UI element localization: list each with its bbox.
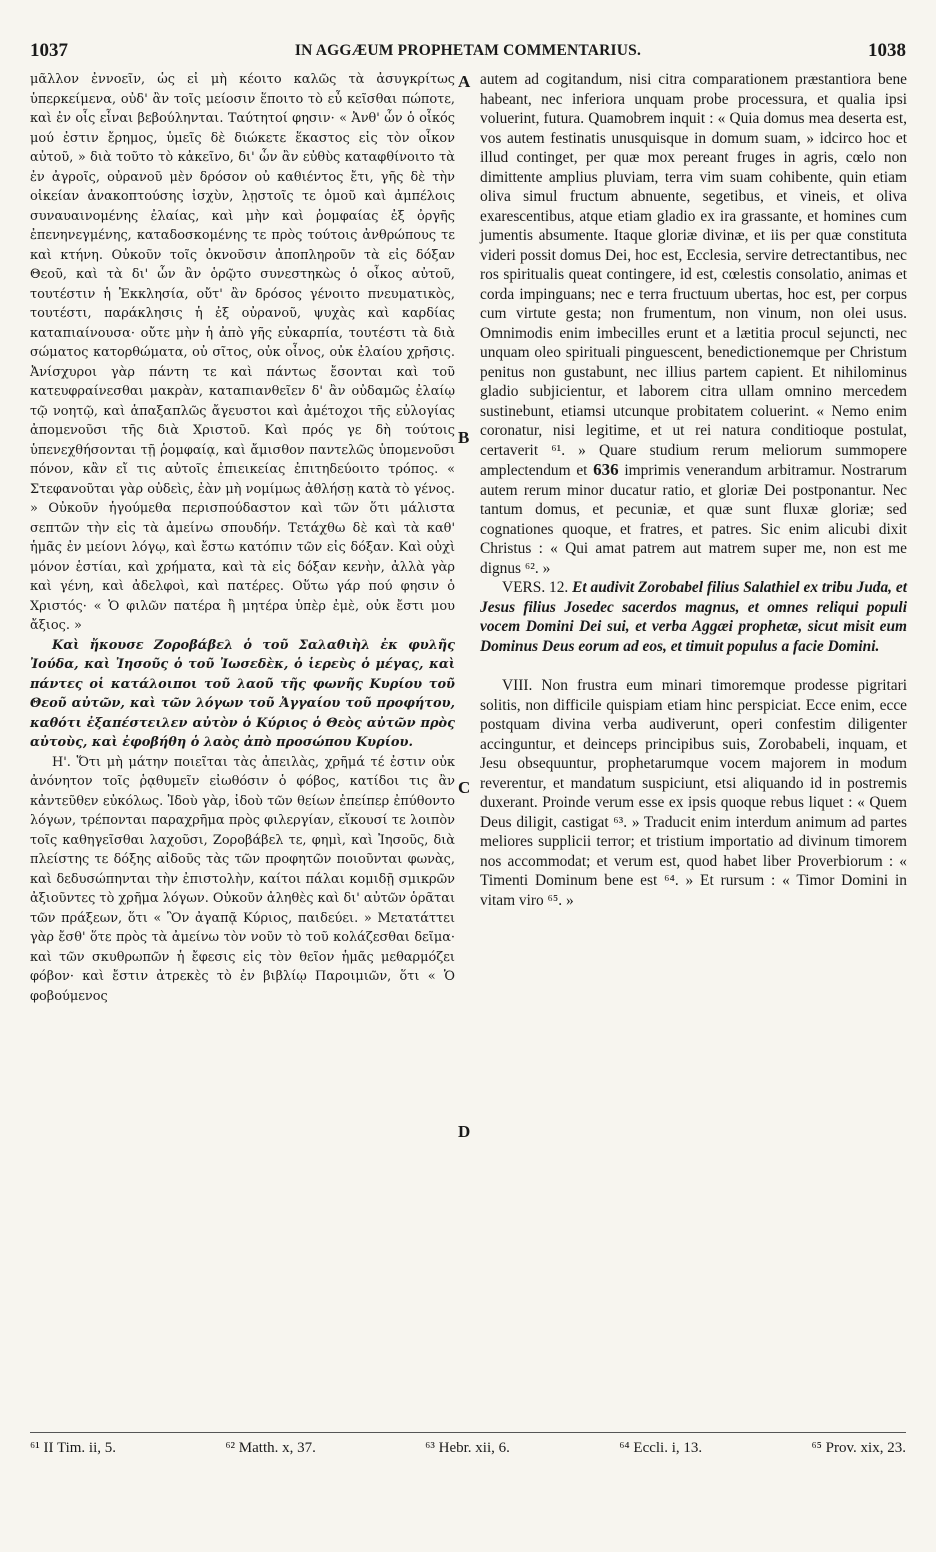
- latin-paragraph-3: VIII. Non frustra eum minari timoremque prodesse pigritari solitis, non difficile quispiam etiam hinc perspiciat. Ecce enim, ecce postquam divina verba audiverunt, operi confestim diligenter accinguntur, et deinceps principibus suis, Zorobabeli, inquam, et Jesu obsequuntur, prophetarumque vocem majorem in modum reverentur, et mandatum suspiciunt, etsi aliquando id in postremis duxerant. Proinde verum esse ex ipsis quoque rebus liquet : « Quem Deus diligit, castigat ⁶³. » Traducit enim interdum animum ad partes meliores supplicii terror; et tristium importatio ad divinum timorem nos accommodat; et verum est, quod habet liber Proverbiorum : « Timenti Dominum bene est ⁶⁴. » Et rursum : « Timor Domini in vitam viro ⁶⁵. »: [480, 677, 907, 909]
- latin-column: [480, 70, 907, 910]
- margin-letter-a: A: [458, 72, 471, 91]
- greek-paragraph-1: μᾶλλον ἐννοεῖν, ὡς εἰ μὴ κέοιτο καλῶς τὰ ἀσυγκρίτως ὑπερκείμενα, οὐδ' ἂν τοῖς μείοσιν ἕποιτο τὸ εὖ κεῖσθαι πώποτε, καὶ ἐν οἷς εἶναι βεβούληνται. Ταύτητοί φησιν· « Ἀνθ' ὧν ὁ οἶκός μού ἐστιν ἔρημος, ὑμεῖς δὲ διώκετε ἕκαστος εἰς τὸν οἶκον αὐτοῦ, » διὰ τοῦτο τὸ κἀκεῖνο, δι' ὧν ἂν εὐθὺς καταφθίνοιτο τὰ ἐν ἀγροῖς, οὐρανοῦ μὲν δρόσον οὐ καθιέντος ἔτι, γῆς δὲ τὴν οἰκείαν ἀνακοπτούσης ἰσχὺν, λῃστοῖς τε ὁμοῦ καὶ ἀμπέλοις συναυαινομένης ἐλαίας, καὶ μὴν καὶ ῥομφαίας ἐξ ὀργῆς ἐπενηνεγμένης, καταδοσκομένης τε πρὸς τούτοις ἀνθρώπους τε καὶ κτήνη. Οὐκοῦν τοῖς ὀκνοῦσιν ἀποπληροῦν τὰ εἰς δόξαν Θεοῦ, καὶ τὰ δι' ὧν ἂν ὁρῷτο συνεστηκὼς ὁ οἶκος αὐτοῦ, τουτέστιν ἡ Ἐκκλησία, οὔτ' ἂν δρόσος γένοιτο πνευματικὸς, τουτέστι, παράκλησις ἡ ἐξ οὐρανοῦ, ψυχὰς καὶ καρδίας καταπιαίνουσα· οὔτε μὴν ἡ ἀπὸ γῆς εὐκαρπία, τουτέστι τὰ διὰ σώματος κατορθώματα, οὐ σῖτος, οὐκ οἶνος, οὐκ ἐλαίου χρῆσις. Ἀνίσχυροι γὰρ πάντη τε καὶ πάντως ἔσονται καὶ τοῦ κατευφραίνεσθαι μακρὰν, καταπιανθεῖεν δ' ἂν οὐδαμῶς ἐλαίῳ τῷ νοητῷ, καὶ ἁπαξαπλῶς ἄγευστοι καὶ ἀμέτοχοι τῆς εὐλογίας ἀπομενοῦσι τῆς διὰ Χριστοῦ. Καὶ πρός γε δὴ τούτοις ὑπενεχθήσονται τῇ ῥομφαίᾳ, καὶ ἄμισθον παντελῶς ὑπομενοῦσι πόνον, κἂν εἴ τις αὐτοῖς ἐπιεικείας ἐπιτηδεύοιτο τρόπος. « Στεφανοῦται γὰρ οὐδεὶς, ἐὰν μὴ νομίμως ἀθλήσῃ κατὰ τὸ γένος. » Οὐκοῦν ἡγούμεθα περισπούδαστον καὶ τῶν ὅτι μάλιστα σεπτῶν τὴν εἰς τὰ ἀμείνω σπουδήν. Τετάχθω δὲ καὶ τὰ καθ' ἡμᾶς ἐν μείονι λόγῳ, καὶ ἔστω κατόπιν τῶν εἰς δόξαν. Καὶ οὐχὶ μόνον ἑστίαι, καὶ χρήματα, καὶ τὰ εἰς δόξαν κενὴν, ἀλλὰ γὰρ καὶ γένη, καὶ ἀδελφοὶ, καὶ πατέρες. Οὕτω γάρ πού φησιν ὁ Χριστός· « Ὁ φιλῶν πατέρα ἢ μητέρα ὑπὲρ ἐμὲ, οὐκ ἔστι μου ἄξιος. »: [30, 72, 455, 633]
- footnote-62: ⁶² Matth. x, 37.: [225, 1440, 316, 1456]
- footnotes: [30, 1440, 906, 1457]
- verse-text: Et audivit Zorobabel filius Salathiel ex tribu Juda, et Jesus filius Josedec sacerdos magnus, et omnes reliqui populi vocem Domini Dei sui, et verba Aggæi prophetæ, sicut misit eum Dominus Deus eorum ad eos, et timuit populus a facie Domini.: [480, 579, 907, 655]
- page-number-left: 1037: [30, 40, 68, 61]
- footnote-63: ⁶³ Hebr. xii, 6.: [425, 1440, 510, 1456]
- verse-label: VERS. 12.: [502, 579, 569, 596]
- footnote-61: ⁶¹ II Tim. ii, 5.: [30, 1440, 117, 1456]
- greek-paragraph-3: Η'. Ὅτι μὴ μάτην ποιεῖται τὰς ἀπειλὰς, χρῆμά τέ ἐστιν οὐκ ἀνόνητον τοῖς ῥᾳθυμεῖν εἰωθόσιν ὁ φόβος, κατίδοι τις ἂν κἀντεῦθεν εὐκόλως. Ἰδοὺ γὰρ, ἰδοὺ τῶν θείων ἐπείπερ ἐπύθοντο λόγων, τρέπονται παραχρῆμα πρὸς φιλεργίαν, εἴκουσί τε λοιπὸν τοῖς καθηγεῖσθαι λαχοῦσι, Ζοροβάβελ τε, φημὶ, καὶ Ἰησοῦς, διὰ πλείστης τε δόξης αἰδοῦς τὰς τῶν προφητῶν ποιοῦνται φωνὰς, καὶ δεδυσώπηνται τὴν ἐπιστολὴν, καίτοι πάλαι κομιδῇ σμικρῶν ἀξιοῦντες τὸ χρῆμα λόγων. Οὐκοῦν ἀληθὲς καὶ δι' αὐτῶν ὁρᾶται τῶν πράξεων, ὅτι « Ὃν ἀγαπᾷ Κύριος, παιδεύει. » Μετατάττει γὰρ ἔσθ' ὅτε πρὸς τὰ ἀμείνω τὸν νοῦν τὸ τοῦ κολάζεσθαι δεῖμα· καὶ τῶν σκυθρωπῶν ἡ ἔφεσις εἰς τὸν θεῖον ἡμᾶς μεθαρμόζει φόβον· καὶ ἔστιν ἀτρεκὲς τὸ ἐν βιβλίῳ Παροιμιῶν, ὅτι « Ὁ φοβούμενος: [30, 754, 455, 1004]
- running-title: IN AGGÆUM PROPHETAM COMMENTARIUS.: [294, 42, 642, 59]
- page-number-right: 1038: [868, 40, 906, 61]
- margin-letter-c: C: [458, 778, 471, 797]
- greek-scripture-verse: Καὶ ἤκουσε Ζοροβάβελ ὁ τοῦ Σαλαθιὴλ ἐκ φυλῆς Ἰούδα, καὶ Ἰησοῦς ὁ τοῦ Ἰωσεδὲκ, ὁ ἱερεὺς ὁ μέγας, καὶ πάντες οἱ κατάλοιποι τοῦ λαοῦ τῆς φωνῆς Κυρίου τοῦ Θεοῦ αὐτῶν, καὶ τῶν λόγων τοῦ Ἀγγαίου τοῦ προφήτου, καθότι ἐξαπέστειλεν αὐτὸν ὁ Κύριος ὁ Θεὸς αὐτῶν πρὸς αὐτοὺς, καὶ ἐφοβήθη ὁ λαὸς ἀπὸ προσώπου Κυρίου.: [30, 637, 455, 750]
- column-number-badge: 636: [593, 460, 619, 479]
- running-header: [30, 40, 906, 66]
- margin-letter-b: B: [458, 428, 470, 447]
- footnote-64: ⁶⁴ Eccli. i, 13.: [619, 1440, 703, 1456]
- greek-column: [30, 70, 455, 1006]
- margin-letter-d: D: [458, 1122, 471, 1141]
- latin-paragraph-1: [480, 70, 907, 578]
- footnote-65: ⁶⁵ Prov. xix, 23.: [811, 1440, 906, 1456]
- footnote-rule: [30, 1432, 906, 1433]
- latin-scripture-verse: [480, 578, 907, 656]
- latin-paragraph-1a: autem ad cogitandum, nisi citra comparationem præstantiora bene habeant, nec inferiora unquam probe processura, et qualia ipsi voluerint, futura. Quamobrem inquit : « Quia domus mea deserta est, vos autem festinatis unusquisque in domum suam, » idcirco hoc et illud continget, per quæ mox pereant fruges in agris, cœlo non dimittente amplius pluviam, terra vim suam cohibente, quin etiam oliva simul fructum abnuente, segetibus, et vineis, et oliva exarescentibus, atque etiam gladio ex ira grassante, et homines cum jumentis absumente. Itaque gloriæ divinæ, et iis per quæ constituta videri possit domus Dei, hoc est, Ecclesia, servire detrectantibus, nec ros spiritualis queat contingere, id est, cœlestis consolatio, animas et corda impinguans; nec e terra fructuum ubertas, hoc est, per corpus cum virtute gesta; non frumentum, non vinum, non olei usus. Omnimodis enim imbecilles erunt et a lætitia procul sejuncti, nec unquam oleo spirituali pinguescent, benedictionemque per Christum penitus non gustabunt, nec illius partem capient. Et nihilominus gladio subjicientur, et laborem citra ullam omnino mercedem sustinebunt, etiamsi utcunque probitatem coluerint. « Nemo enim coronatur, nisi legitime, et ut rei natura conditioque postulat, certaverit ⁶¹. » Quare studium rerum meliorum summopere amplectendum et: [480, 71, 907, 479]
- latin-paragraph-1b: imprimis venerandum arbitramur. Nostrarum autem rerum minor ducatur ratio, et gloriæ Dei postponantur. Nec tantum domus, et pecuniæ, et quæ sunt fluxæ gloriæ; sed cognationes quoque, et fratres, et patres. Sic enim alicubi dixit Christus : « Qui amat patrem aut matrem super me, non est me dignus ⁶². »: [480, 462, 907, 577]
